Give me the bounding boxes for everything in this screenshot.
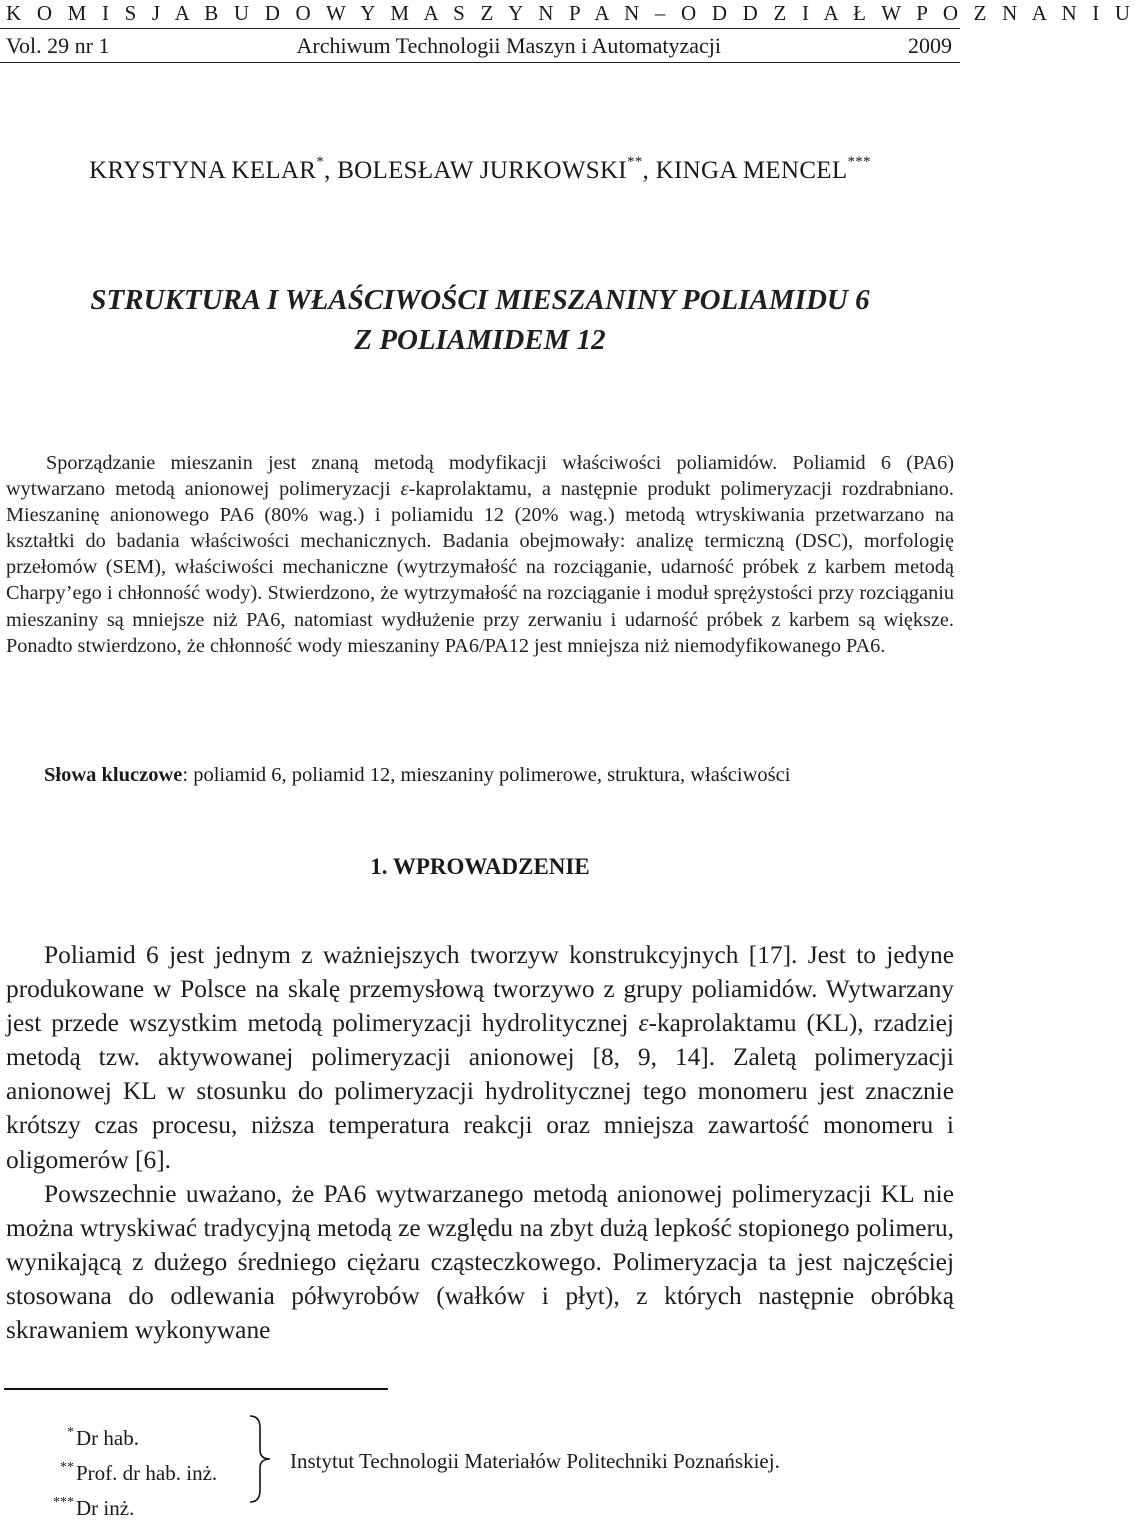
paragraph: Poliamid 6 jest jednym z ważniejszych tworzyw konstrukcyjnych [17]. Jest to jedyne produkowane w Polsce na skalę przemysłową tworzywo z grupy poliamidów. Wytwarzany jest przede wszystkim metodą polimeryzacji hydrolitycznej ε-kaprolaktamu (KL), rzadziej metodą tzw. aktywowanej polimeryzacji anionowej [8, 9, 14]. Zaletą polimeryzacji anionowej KL w stosunku do polimeryzacji hydrolitycznej tego monomeru jest znacznie krótszy czas procesu, niższa temperatura reakcji oraz mniejsza zawartość monomeru i oligomerów [6].	[6, 941, 954, 1174]
author-mark: **	[626, 154, 643, 170]
author-name: BOLESŁAW JURKOWSKI	[337, 157, 627, 184]
journal-title: Archiwum Technologii Maszyn i Automatyzacji	[296, 33, 722, 58]
footnote-rule	[4, 1388, 388, 1390]
paragraph: Powszechnie uważano, że PA6 wytwarzanego metodą anionowej polimeryzacji KL nie można wtryskiwać tradycyjną metodą ze względu na zbyt dużą lepkość stopionego polimeru, wynikającą z dużego średniego ciężaru cząsteczkowego. Polimeryzacja ta jest najczęściej stosowana do odlewania półwyrobów (wałków i płyt), z których następnie obróbką skrawaniem wykonywane	[6, 1179, 954, 1345]
title-line: STRUKTURA I WŁAŚCIWOŚCI MIESZANINY POLIAMIDU 6	[90, 284, 870, 316]
footnote-list	[40, 1418, 217, 1523]
footnote-item: **Prof. dr hab. inż.	[60, 1460, 218, 1485]
epsilon-symbol: ε	[638, 1009, 649, 1038]
author-name: KRYSTYNA KELAR	[89, 157, 317, 184]
keywords	[44, 762, 790, 788]
author-mark: ***	[847, 154, 871, 170]
author-mark: *	[316, 154, 325, 170]
author-name: KINGA MENCEL	[655, 157, 848, 184]
footnote-item: ***Dr inż.	[53, 1495, 135, 1520]
keywords-text: : poliamid 6, poliamid 12, mieszaniny polimerowe, struktura, właściwości	[182, 764, 791, 786]
body-text	[6, 938, 954, 1347]
section-heading: 1. WPROWADZENIE	[370, 854, 590, 879]
volume-label: Vol. 29 nr 1	[6, 33, 110, 58]
institution: Instytut Technologii Materiałów Politechniki Poznańskiej.	[290, 1449, 780, 1473]
title-line: Z POLIAMIDEM 12	[354, 324, 606, 356]
commission-header: K O M I S J A B U D O W Y M A S Z Y N P A N – O D D Z I A Ł W P O Z N A N I U	[6, 1, 1135, 25]
header-rule	[0, 28, 960, 29]
footnote-item: *Dr hab.	[67, 1425, 139, 1450]
curly-brace-icon	[246, 1414, 276, 1504]
author-list: KRYSTYNA KELAR*, BOLESŁAW JURKOWSKI**, KINGA MENCEL***	[89, 154, 871, 184]
epsilon-symbol: ε	[400, 478, 409, 501]
keywords-label: Słowa kluczowe	[44, 764, 183, 786]
year-label: 2009	[908, 33, 952, 58]
abstract: Sporządzanie mieszanin jest znaną metodą modyfikacji właściwości poliamidów. Poliamid 6 (PA6) wytwarzano metodą anionowej polimeryzacji ε-kaprolaktamu, a następnie produkt polimeryzacji rozdrabniano. Mieszaninę anionowego PA6 (80% wag.) i poliamidu 12 (20% wag.) metodą wtryskiwania przetwarzano na kształtki do badania właściwości mechanicznych. Badania obejmowały: analizę termiczną (DSC), morfologię przełomów (SEM), właściwości mechaniczne (wytrzymałość na rozciąganie, udarność próbek z karbem metodą Charpy’ego i chłonność wody). Stwierdzono, że wytrzymałość na rozciąganie i moduł sprężystości przy rozciąganiu mieszaniny są mniejsze niż PA6, natomiast wydłużenie przy zerwaniu i udarność próbek z karbem są większe. Ponadto stwierdzono, że chłonność wody mieszaniny PA6/PA12 jest mniejsza niż niemodyfikowanego PA6.	[6, 452, 954, 657]
journal-header	[6, 32, 952, 60]
header-rule-bottom	[0, 62, 960, 63]
paper-title	[0, 280, 960, 360]
